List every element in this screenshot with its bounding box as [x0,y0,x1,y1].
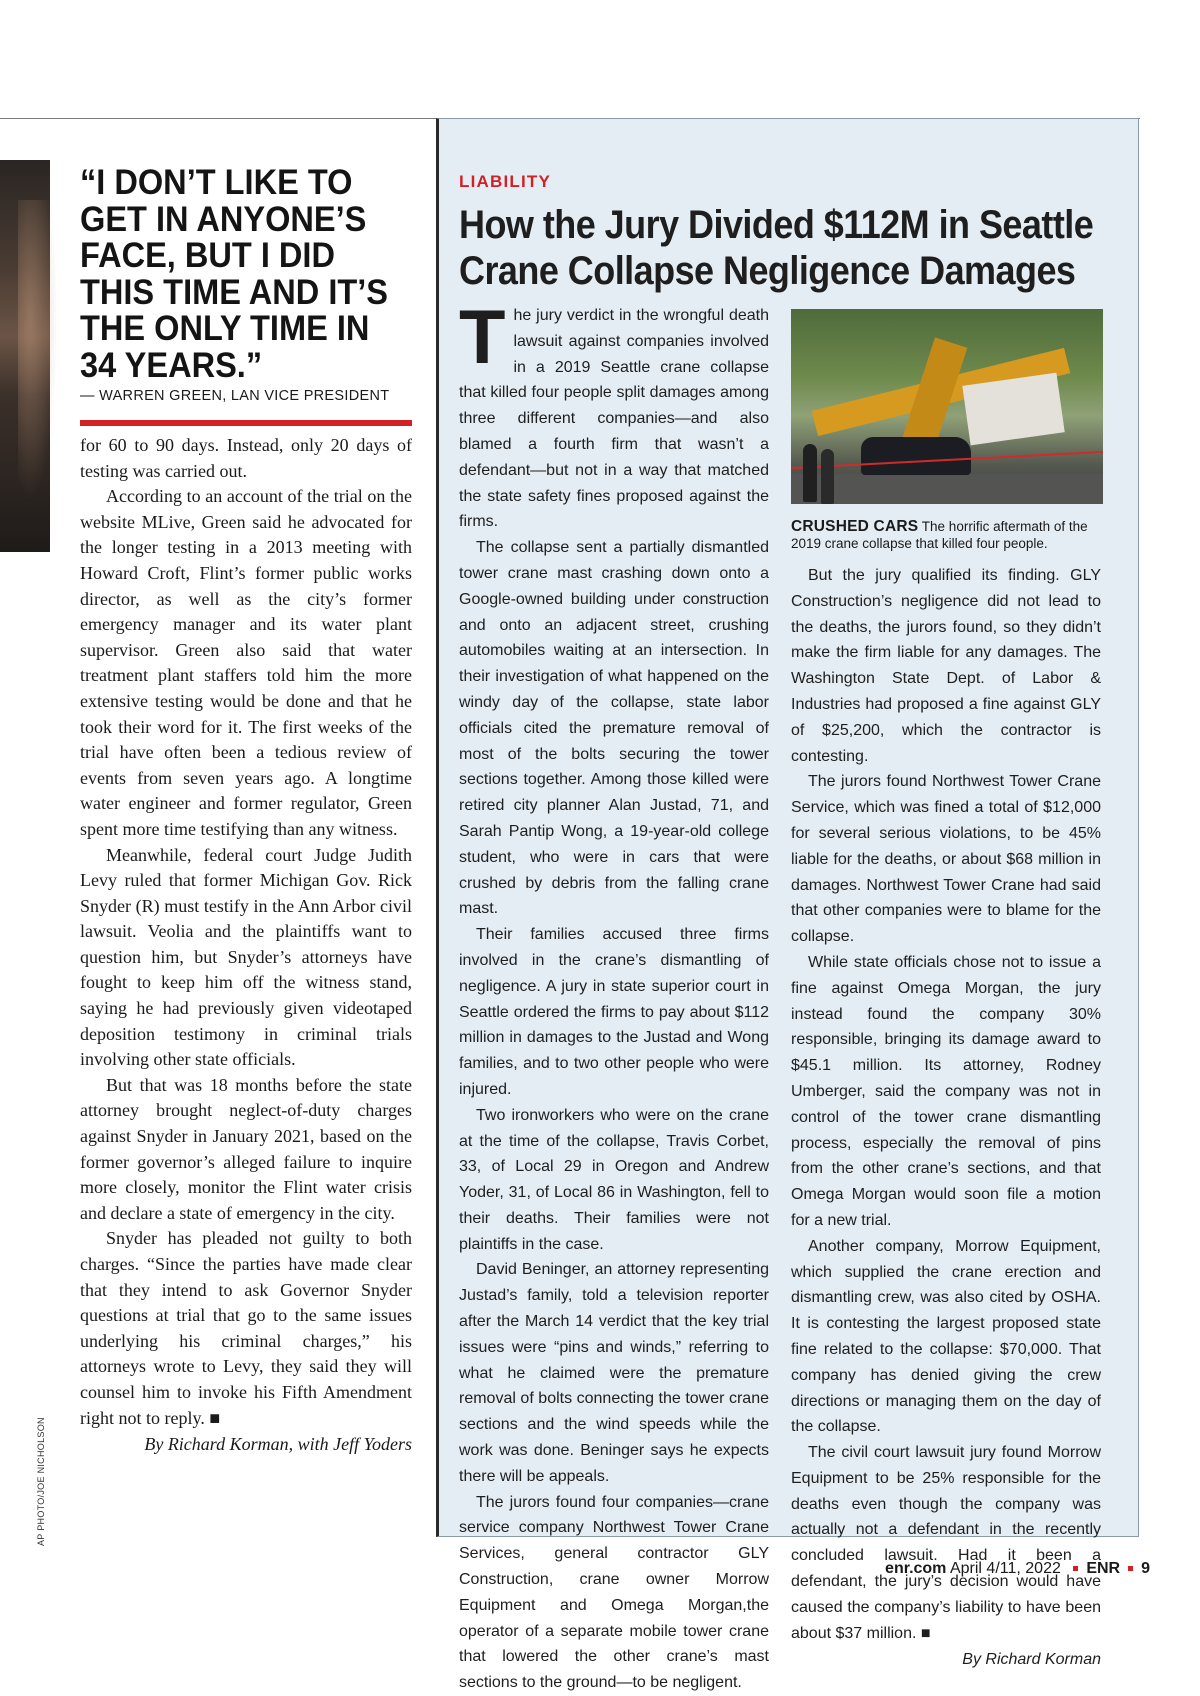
article-paragraph: The jurors found Northwest Tower Crane Service, which was fined a total of $12,000 for several serious violations, to be 45% liable for the deaths, or about $68 million in damages. Northwest Tower Crane had said that other companies were to blame for the collapse. [791,773,1101,946]
article-paragraph: Snyder has pleaded not guilty to both charges. “Since the parties have made clear that they intend to ask Governor Snyder questions at trial that go to the same issues underlying his criminal charges,” his attorneys wrote to Levy, they said they will counsel him to invoke his Fifth Amendment right not to reply. ■ [80,1228,412,1428]
caption-text: The horrific aftermath of the 2019 crane collapse that killed four people. [791,519,1088,551]
photo-caption [791,518,1111,552]
left-article-column [80,433,412,1458]
sidebar-column-1 [459,295,769,1696]
folio-separator [1128,1566,1133,1571]
folio-site: enr.com [885,1560,947,1577]
left-article-byline: By Richard Korman, with Jeff Yoders [144,1434,412,1455]
pull-quote-line: FACE, BUT I DID [80,236,335,275]
page-folio [885,1560,1150,1578]
red-divider [80,420,412,426]
pull-quote-line: THE ONLY TIME IN [80,309,370,348]
folio-date: April 4/11, 2022 [949,1560,1061,1577]
article-paragraph: The jurors found four companies—crane service company Northwest Tower Crane Services, general contractor GLY Construction, crane owner Morrow Equipment and Omega Morgan,the operator of a separate mobile tower crane that lowered the other crane’s mast sections to the ground—to be negligent. [459,1493,769,1692]
pull-quote-line: 34 YEARS.” [80,345,263,385]
article-paragraph: But that was 18 months before the state attorney brought neglect-of-duty charges against Snyder in January 2021, based on the former governor’s alleged failure to inquire more closely, monitor the Flint water crisis and declare a state of emergency in the city. [80,1074,412,1223]
article-paragraph: While state officials chose not to issue a fine against Omega Morgan, the jury instead found the company 30% responsible, bringing its damage award to $45.1 million. Its attorney, Rodney Umberger, said the company was not in control of the tower crane dismantling process, especially the removal of pins from the other crane’s sections, and that Omega Morgan would soon file a motion for a new trial. [791,953,1101,1229]
pull-quote [80,165,392,384]
article-paragraph: Meanwhile, federal court Judge Judith Levy ruled that former Michigan Gov. Rick Snyder (R) must testify in the Ann Arbor civil lawsuit. Veolia and the plaintiffs want to question him, but Snyder’s attorneys have fought to keep him off the witness stand, saying he had previously given videotaped deposition testimony in criminal trials involving other state officials. [80,844,412,1070]
headline-line: How the Jury Divided $112M in Seattle [459,203,1094,247]
photo-credit: AP PHOTO/JOE NICHOLSON [36,1417,46,1546]
folio-page-number: 9 [1141,1560,1150,1577]
article-paragraph: According to an account of the trial on the website MLive, Green said he advocated for the longer testing in a 2013 meeting with Howard Croft, Flint’s former public works director, as well as the city’s former emergency manager and its water plant supervisor. Green also said that water treatment plant staffers told him the more extensive testing would be done and that he took their word for it. The first weeks of the trial have often been a tedious review of events from seven years ago. A longtime water engineer and former regulator, Green spent more time testifying than any witness. [80,486,412,839]
drop-cap: T [459,295,506,380]
pull-quote-line: THIS TIME AND IT’S [80,272,389,312]
crane-collapse-photo [791,309,1103,504]
article-paragraph: The collapse sent a partially dismantled tower crane mast crashing down onto a Google-owned building under construction and onto an adjacent street, crushing automobiles waiting at an intersection. In their investigation of what happened on the windy day of the collapse, state labor officials cited the premature removal of most of the bolts securing the tower sections together. Among those killed were retired city planner Alan Justad, 71, and Sarah Pantip Wong, a 19-year-old college student, who were in cars that were crushed by debris from the falling crane mast. [459,539,769,918]
sidebar-byline: By Richard Korman [962,1651,1101,1669]
article-paragraph: Their families accused three firms involved in the crane’s dismantling of negligence. A jury in state superior court in Seattle ordered the firms to pay about $112 million in damages to the Justad and Wong families, and to two other people who were injured. [459,926,769,1098]
sidebar-column-2 [791,563,1101,1673]
pull-quote-line: GET IN ANYONE’S [80,199,367,239]
pull-quote-attribution: — WARREN GREEN, LAN VICE PRESIDENT [80,388,390,404]
pull-quote-line: “I DON’T LIKE TO [80,163,353,202]
article-paragraph: Two ironworkers who were on the crane at the time of the collapse, Travis Corbet, 33, of Local 29 in Oregon and Andrew Yoder, 31, of Local 86 in Washington, fell to their deaths. Their families were not plaintiffs in the case. [459,1106,769,1253]
section-kicker: LIABILITY [459,172,552,191]
sidebar-headline [459,202,1094,294]
headline-line: Crane Collapse Negligence Damages [459,249,1076,293]
article-paragraph: Another company, Morrow Equipment, which supplied the crane erection and dismantling crew, was also cited by OSHA. It is contesting the largest proposed state fine related to the collapse: $70,000. That company has denied giving the crew directions or managing them on the day of the collapse. [791,1237,1101,1436]
article-paragraph: David Beninger, an attorney representing Justad’s family, told a television reporter after the March 14 verdict that the key trial issues were “pins and winds,” referring to what he claimed were the premature removal of bolts connecting the tower crane sections and the wind speeds while the work was done. Beninger says he expects there will be appeals. [459,1261,769,1485]
caption-label: CRUSHED CARS [791,518,919,535]
article-paragraph: The jury verdict in the wrongful death lawsuit against companies involved in a 2019 Seattle crane collapse that killed four people split damages among three different companies—and also blamed a fourth firm that wasn’t a defendant—but not in a way that matched the state safety fines proposed against the firms. [459,295,769,531]
article-paragraph: But the jury qualified its finding. GLY Construction’s negligence did not lead to the deaths, the jurors found, so they didn’t make the firm liable for any damages. The Washington State Dept. of Labor & Industries had proposed a fine against GLY of $25,200, which the contractor is contesting. [791,567,1101,765]
portrait-photo [0,160,50,552]
article-paragraph: The civil court lawsuit jury found Morrow Equipment to be 25% responsible for the deaths even though the company was actually not a defendant in the recently concluded lawsuit. Had it been a defendant, the jury’s decision would have caused the company’s liability to have been about $37 million. ■ [791,1444,1101,1642]
folio-brand: ENR [1086,1560,1121,1577]
article-paragraph: for 60 to 90 days. Instead, only 20 days of testing was carried out. [80,435,412,481]
folio-separator [1073,1566,1078,1571]
